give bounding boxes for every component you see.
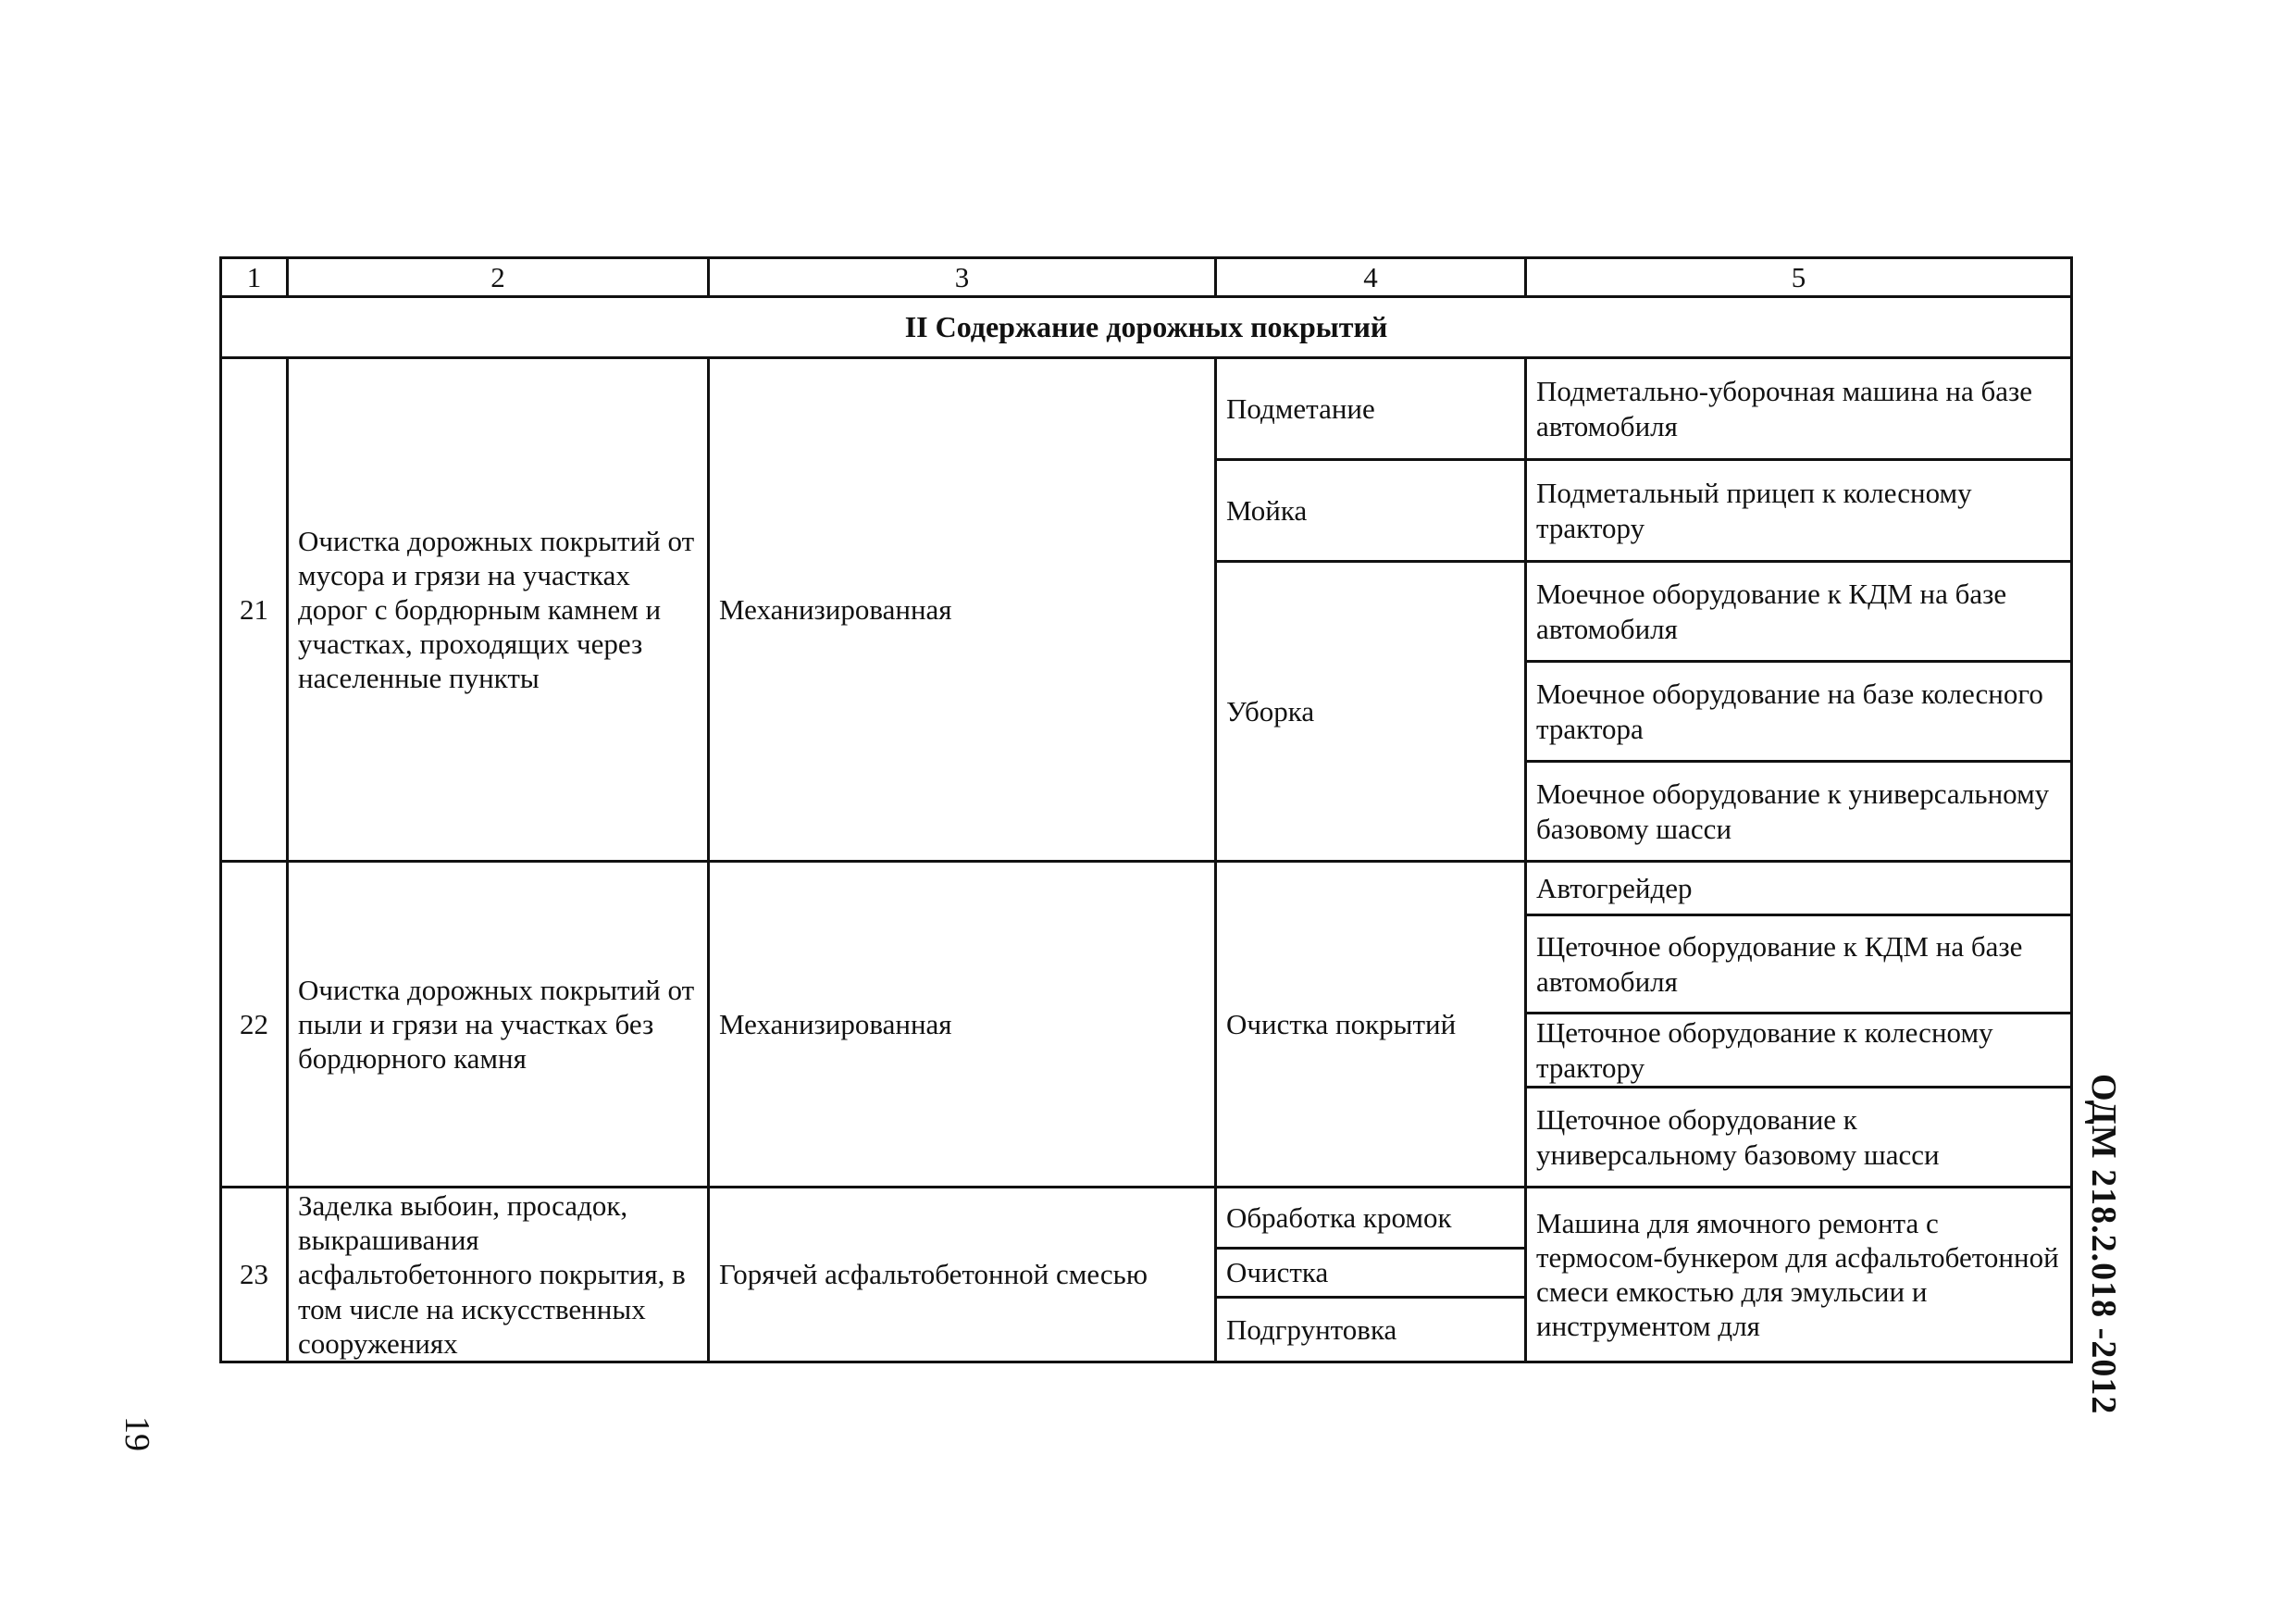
operation-cell: Обработка кромок bbox=[1216, 1188, 1526, 1249]
equipment-cell: Моечное оборудование к универсальному базовому шасси bbox=[1526, 762, 2072, 862]
section-title: II Содержание дорожных покрытий bbox=[221, 297, 2072, 358]
document-code: ОДМ 218.2.018 -2012 bbox=[2084, 1074, 2123, 1415]
table-row bbox=[221, 862, 2072, 915]
operation-cell: Мойка bbox=[1216, 460, 1526, 562]
equipment-cell: Машина для ямочного ремонта с термосом-бункером для асфальтобетонной смеси емкостью для эмульсии и инструментом для bbox=[1526, 1188, 2072, 1362]
equipment-cell: Щеточное оборудование к колесному трактору bbox=[1526, 1014, 2072, 1088]
table-row bbox=[221, 1188, 2072, 1249]
works-table bbox=[219, 256, 2073, 1363]
equipment-cell: Подметальный прицеп к колесному трактору bbox=[1526, 460, 2072, 562]
row-number: 21 bbox=[221, 358, 288, 862]
column-number: 4 bbox=[1216, 258, 1526, 297]
equipment-cell: Подметально-уборочная машина на базе автомобиля bbox=[1526, 358, 2072, 460]
equipment-cell: Моечное оборудование на базе колесного трактора bbox=[1526, 662, 2072, 762]
page-number: 19 bbox=[118, 1416, 156, 1451]
operation-cell: Подгрунтовка bbox=[1216, 1297, 1526, 1362]
work-method: Механизированная bbox=[709, 358, 1216, 862]
work-method: Горячей асфальтобетонной смесью bbox=[709, 1188, 1216, 1362]
work-method: Механизированная bbox=[709, 862, 1216, 1188]
column-number: 2 bbox=[288, 258, 709, 297]
operation-cell: Очистка покрытий bbox=[1216, 862, 1526, 1188]
section-row bbox=[221, 297, 2072, 358]
equipment-cell: Моечное оборудование к КДМ на базе автомобиля bbox=[1526, 562, 2072, 662]
operation-cell: Уборка bbox=[1216, 562, 1526, 862]
row-number: 22 bbox=[221, 862, 288, 1188]
column-number: 3 bbox=[709, 258, 1216, 297]
work-description: Очистка дорожных покрытий от пыли и грязи на участках без бордюрного камня bbox=[288, 862, 709, 1188]
equipment-cell: Щеточное оборудование к универсальному базовому шасси bbox=[1526, 1088, 2072, 1188]
operation-cell: Очистка bbox=[1216, 1249, 1526, 1297]
table-row bbox=[221, 358, 2072, 460]
operation-cell: Подметание bbox=[1216, 358, 1526, 460]
column-number-row bbox=[221, 258, 2072, 297]
column-number: 1 bbox=[221, 258, 288, 297]
work-description: Заделка выбоин, просадок, выкрашивания асфальтобетонного покрытия, в том числе на искусственных сооружениях bbox=[288, 1188, 709, 1362]
work-description: Очистка дорожных покрытий от мусора и грязи на участках дорог с бордюрным камнем и участках, проходящих через населенные пункты bbox=[288, 358, 709, 862]
equipment-cell: Автогрейдер bbox=[1526, 862, 2072, 915]
row-number: 23 bbox=[221, 1188, 288, 1362]
column-number: 5 bbox=[1526, 258, 2072, 297]
equipment-cell: Щеточное оборудование к КДМ на базе автомобиля bbox=[1526, 915, 2072, 1014]
